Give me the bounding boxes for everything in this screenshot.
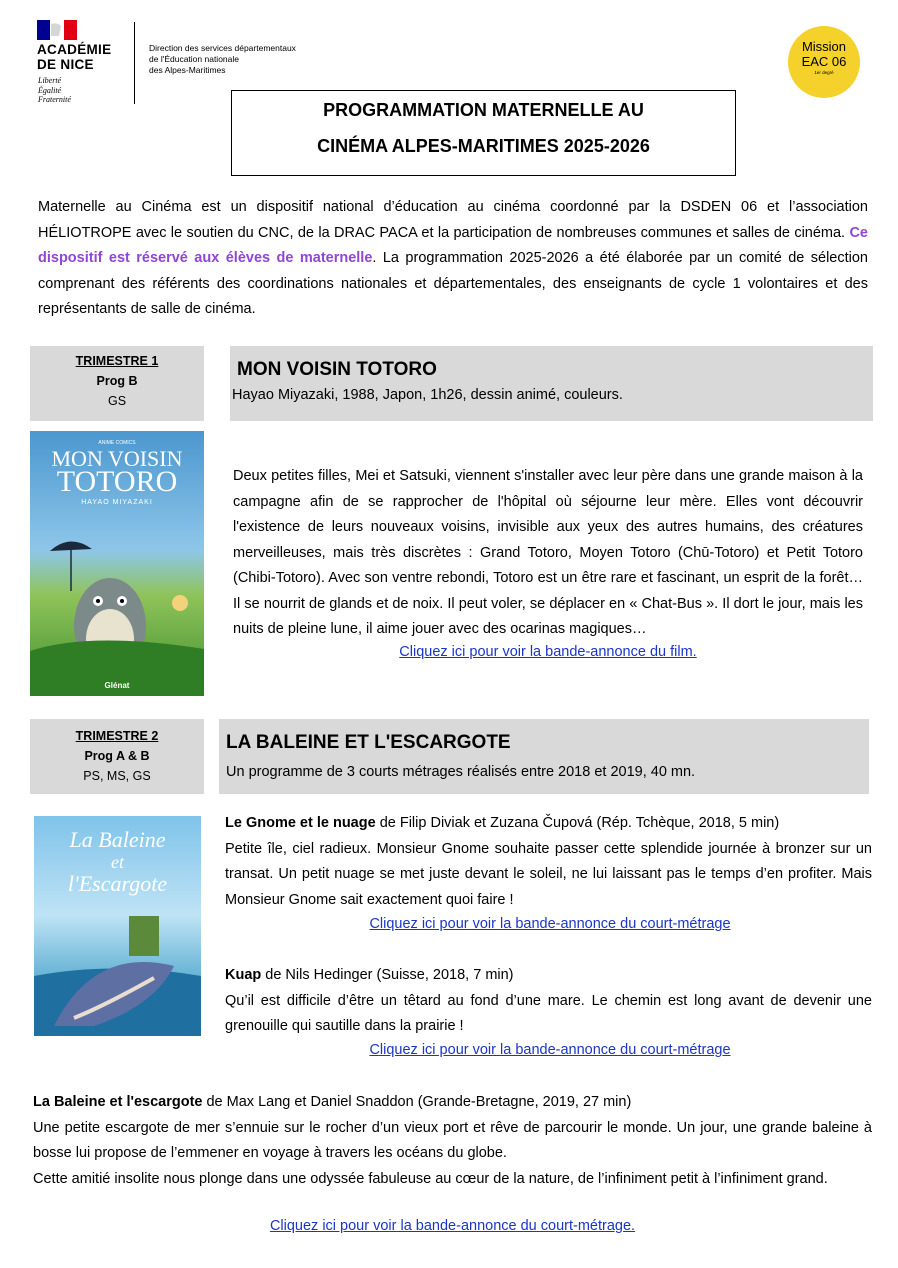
short3-synopsis-2: Cette amitié insolite nous plonge dans une odyssée fabuleuse au cœur de la nature, de l’infiniment petit à l’infiniment grand. — [33, 1170, 828, 1187]
short1-synopsis: Petite île, ciel radieux. Monsieur Gnome souhaite passer cette splendide journée à bronzer sur un transat. Un petit nuage se met juste devant le soleil, ne lui laissant pas le temps d’en profiter. Mais Monsieur Gnome sait exactement quoi faire ! — [225, 840, 872, 908]
short3: La Baleine et l'escargote de Max Lang et Daniel Snaddon (Grande-Bretagne, 2019, 27 min) Une petite escargote de mer s’ennuie sur le rocher d’un vieux port et rêve de parcourir le monde. Un jour, une grande baleine à bosse lui propose de l’emmener en voyage à travers les océans du globe. Cette amitié insolite nous plonge dans une odyssée fabuleuse au cœur de la nature, de l’infiniment petit à l’infiniment grand. — [33, 1090, 872, 1192]
short3-trailer-link[interactable]: Cliquez ici pour voir la bande-annonce du court-métrage. — [269, 1218, 636, 1234]
totoro-illustration — [30, 531, 204, 696]
intro-highlight: Ce dispositif est réservé aux élèves de maternelle — [38, 224, 868, 266]
film1-title: MON VOISIN TOTORO — [237, 359, 437, 380]
film1-header — [230, 346, 873, 421]
film1-synopsis: Deux petites filles, Mei et Satsuki, viennent s'installer avec leur père dans une grande maison à la campagne afin de se rapprocher de l'hôpital où séjourne leur mère. Elles vont découvrir l'existence de leurs nouveaux voisins, invisible aux yeux des autres humains, des créatures merveilleuses, mais très discrètes : Grand Totoro, Moyen Totoro (Chū-Totoro) et Petit Totoro (Chibi-Totoro). Avec son ventre rebondi, Totoro est un être rare et fascinant, un esprit de la forêt… Il se nourrit de glands et de noix. Il peut voler, se déplacer en « Chat-Bus ». Il dort le jour, mais les nuits de pleine lune, il aime jouer avec des ocarinas magiques… — [233, 468, 863, 637]
header-divider — [134, 22, 135, 104]
short3-title: La Baleine et l'escargote — [33, 1094, 203, 1110]
totoro-poster: ANIME COMICS MON VOISIN TOTORO HAYAO MIYAZAKI Glénat — [30, 431, 204, 696]
baleine-poster: La Baleine et l'Escargote — [34, 816, 201, 1036]
short2-title: Kuap — [225, 967, 262, 983]
mission-eac-logo: Mission EAC 06 1er degré — [788, 26, 860, 98]
academy-name: ACADÉMIE DE NICE — [37, 42, 112, 72]
short1-trailer-link[interactable]: Cliquez ici pour voir la bande-annonce du court-métrage — [369, 916, 731, 932]
trimester2-box: TRIMESTRE 2 Prog A & B PS, MS, GS — [30, 719, 204, 794]
short2-synopsis: Qu’il est difficile d’être un têtard au fond d’une mare. Le chemin est long avant de devenir une grenouille qui sautille dans la prairie ! — [225, 992, 872, 1034]
short1-title: Le Gnome et le nuage — [225, 815, 376, 831]
short2-trailer-link[interactable]: Cliquez ici pour voir la bande-annonce du court-métrage — [369, 1042, 731, 1058]
film2-info: Un programme de 3 courts métrages réalisés entre 2018 et 2019, 40 mn. — [226, 764, 696, 780]
whale-illustration — [34, 906, 201, 1036]
marianne-flag-icon — [37, 20, 77, 40]
page-title: PROGRAMMATION MATERNELLE AU CINÉMA ALPES-MARITIMES 2025-2026 — [231, 90, 736, 176]
republic-motto: Liberté Égalité Fraternité — [38, 76, 71, 104]
short1: Le Gnome et le nuage de Filip Diviak et Zuzana Čupová (Rép. Tchèque, 2018, 5 min) Petite île, ciel radieux. Monsieur Gnome souhaite passer cette splendide journée à bronzer sur un transat. Un petit nuage se met juste devant le soleil, ne lui laissant pas le temps d’en profiter. Mais Monsieur Gnome sait exactement quoi faire ! — [225, 811, 872, 913]
trimester1-box: TRIMESTRE 1 Prog B GS — [30, 346, 204, 421]
intro-paragraph: Maternelle au Cinéma est un dispositif national d’éducation au cinéma coordonné par la DSDEN 06 et l’association HÉLIOTROPE avec le soutien du CNC, de la DRAC PACA et la participation de nombreuses communes et salles de cinéma. Ce dispositif est réservé aux élèves de maternelle. La programmation 2025-2026 a été élaborée par un comité de sélection comprenant des référents des coordinations nationales et départementales, des enseignants de cycle 1 volontaires et des représentants de salle de cinéma. — [38, 199, 868, 317]
direction-label: Direction des services départementaux de l'Éducation nationale des Alpes-Maritimes — [149, 43, 296, 75]
film2-header — [219, 719, 869, 794]
film1-trailer-link[interactable]: Cliquez ici pour voir la bande-annonce du film. — [399, 644, 697, 660]
film1-info: Hayao Miyazaki, 1988, Japon, 1h26, dessin animé, couleurs. — [232, 387, 623, 403]
short2: Kuap de Nils Hedinger (Suisse, 2018, 7 min) Qu’il est difficile d’être un têtard au fond d’une mare. Le chemin est long avant de devenir une grenouille qui sautille dans la prairie ! — [225, 963, 872, 1040]
short3-synopsis: Une petite escargote de mer s’ennuie sur le rocher d’un vieux port et rêve de parcourir le monde. Un jour, une grande baleine à bosse lui propose de l’emmener en voyage à travers les océans du globe. — [33, 1119, 872, 1161]
film2-title: LA BALEINE ET L'ESCARGOTE — [226, 732, 511, 753]
